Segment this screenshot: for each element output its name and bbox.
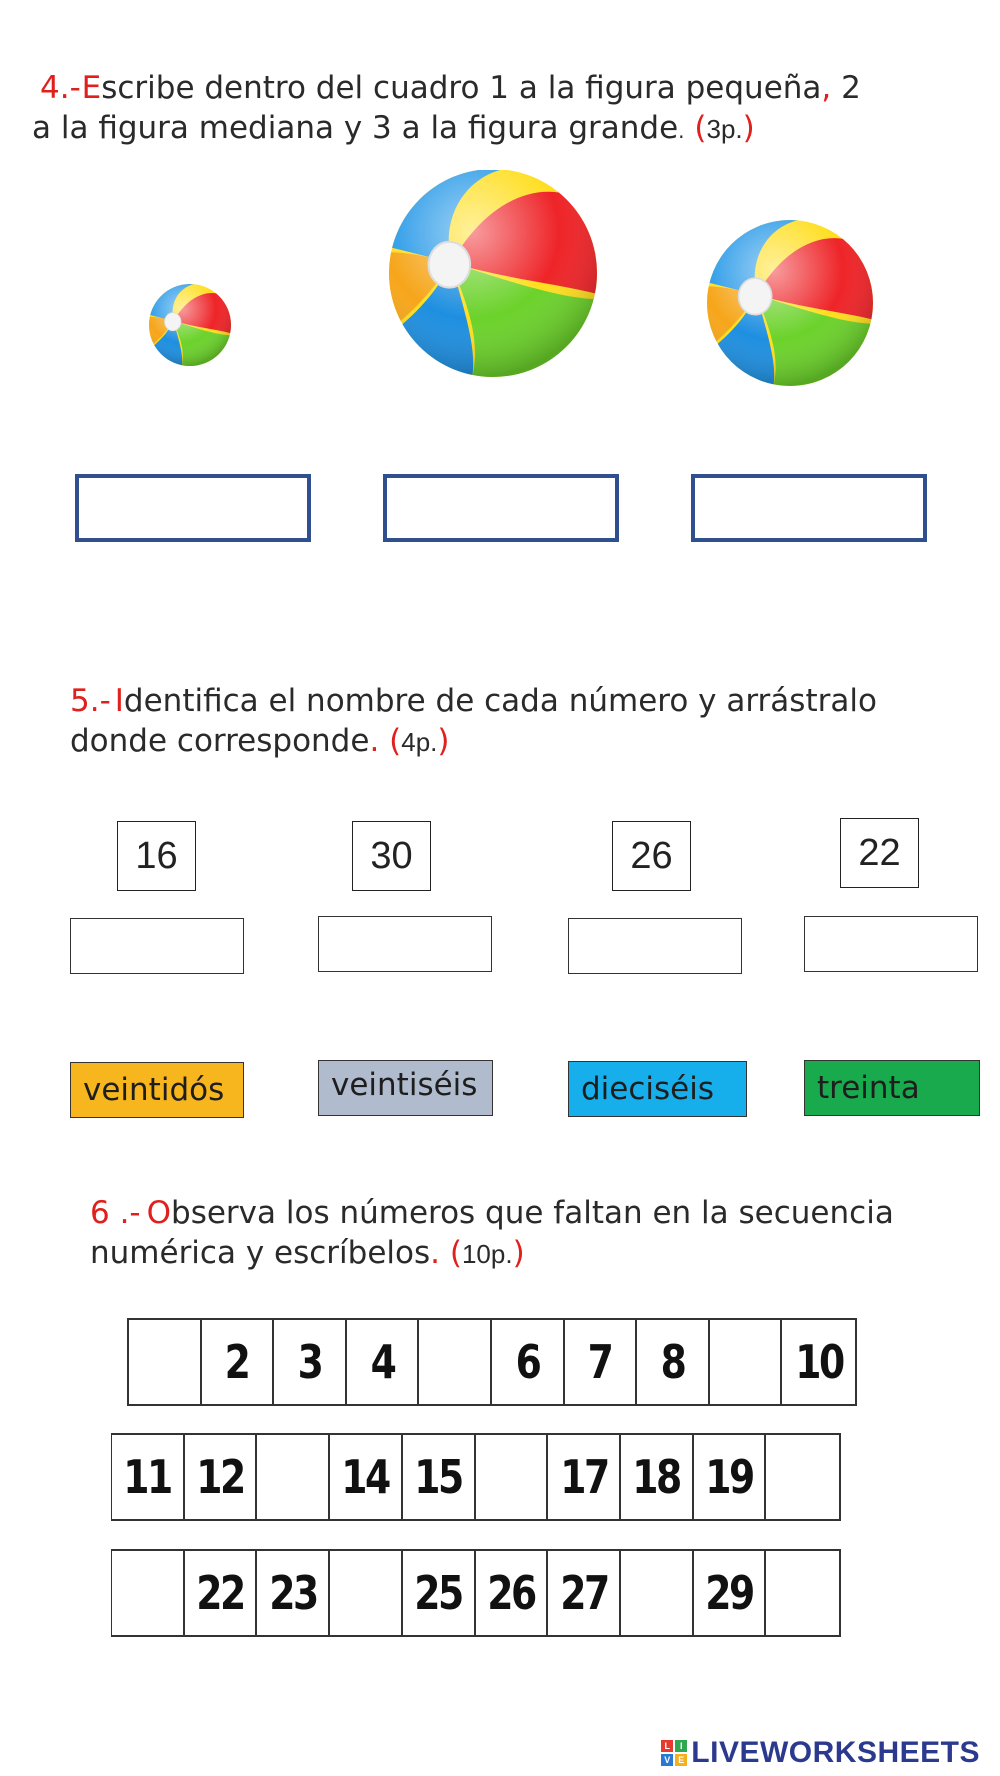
seq-cell[interactable] [766, 1551, 839, 1635]
draggable-word-treinta[interactable]: treinta [804, 1060, 980, 1116]
seq-cell[interactable] [129, 1320, 202, 1404]
seq-cell: 29 [694, 1551, 767, 1635]
seq-cell[interactable] [419, 1320, 492, 1404]
number-card: 16 [117, 821, 196, 891]
seq-cell[interactable] [710, 1320, 783, 1404]
seq-cell: 12 [185, 1435, 258, 1519]
drop-target[interactable] [70, 918, 244, 974]
number-card: 26 [612, 821, 691, 891]
seq-cell[interactable] [621, 1551, 694, 1635]
logo-mark-icon: L I V E [661, 1740, 687, 1766]
seq-cell: 19 [694, 1435, 767, 1519]
seq-cell: 6 [492, 1320, 565, 1404]
seq-cell[interactable] [257, 1435, 330, 1519]
drop-target[interactable] [318, 916, 492, 972]
seq-cell: 23 [257, 1551, 330, 1635]
liveworksheets-logo [661, 1736, 980, 1770]
answer-box-large-ball[interactable] [383, 474, 619, 542]
seq-cell: 22 [185, 1551, 258, 1635]
seq-cell[interactable] [330, 1551, 403, 1635]
seq-cell[interactable] [112, 1551, 185, 1635]
seq-cell: 2 [202, 1320, 275, 1404]
seq-cell: 11 [112, 1435, 185, 1519]
sequence-row-2 [111, 1433, 841, 1521]
draggable-word-dieciseis[interactable]: dieciséis [568, 1061, 747, 1117]
beach-balls-illustration [0, 170, 1000, 430]
large-ball [389, 170, 597, 377]
seq-cell: 10 [794, 1335, 843, 1389]
logo-text: LIVEWORKSHEETS [691, 1736, 980, 1769]
q6-instruction: 6 .- Observa los números que faltan en la secuencia numérica y escríbelos. (10p.) [90, 1195, 894, 1271]
seq-cell: 3 [274, 1320, 347, 1404]
seq-cell: 25 [403, 1551, 476, 1635]
drop-target[interactable] [568, 918, 742, 974]
seq-cell[interactable] [476, 1435, 549, 1519]
seq-cell: 7 [565, 1320, 638, 1404]
seq-cell: 18 [621, 1435, 694, 1519]
draggable-word-veintiseis[interactable]: veintiséis [318, 1060, 493, 1116]
small-ball [149, 284, 231, 366]
seq-cell[interactable] [766, 1435, 839, 1519]
sequence-row-3 [111, 1549, 841, 1637]
seq-cell: 27 [548, 1551, 621, 1635]
number-card: 22 [840, 818, 919, 888]
seq-cell: 15 [403, 1435, 476, 1519]
seq-cell: 26 [476, 1551, 549, 1635]
seq-cell: 14 [330, 1435, 403, 1519]
q5-instruction: 5.- Identifica el nombre de cada número y arrástralo donde corresponde. (4p.) [70, 683, 877, 759]
seq-cell: 17 [548, 1435, 621, 1519]
draggable-word-veintidos[interactable]: veintidós [70, 1062, 244, 1118]
medium-ball [707, 220, 873, 386]
number-card: 30 [352, 821, 431, 891]
sequence-row-1 [127, 1318, 857, 1406]
drop-target[interactable] [804, 916, 978, 972]
q4-instruction: 4.- Escribe dentro del cuadro 1 a la figura pequeña, 2 a la figura mediana y 3 a la figura grande. (3p.) [32, 70, 861, 146]
seq-cell: 8 [637, 1320, 710, 1404]
answer-box-small-ball[interactable] [75, 474, 311, 542]
seq-cell: 4 [347, 1320, 420, 1404]
answer-box-medium-ball[interactable] [691, 474, 927, 542]
